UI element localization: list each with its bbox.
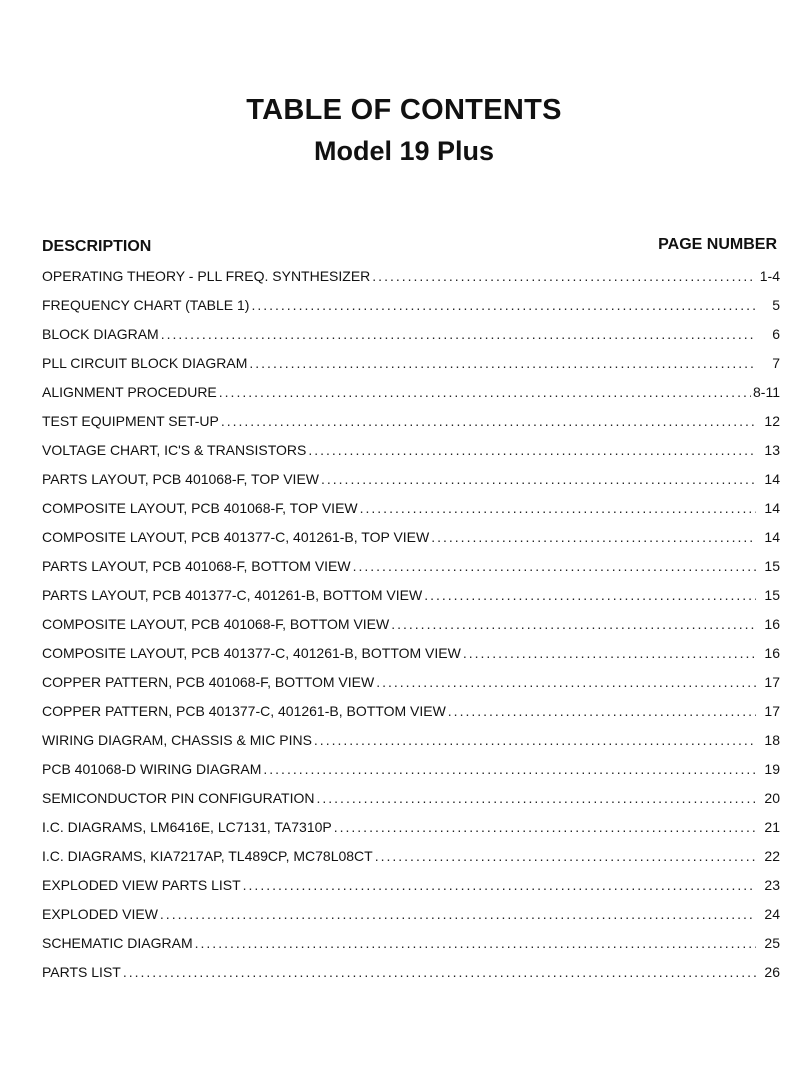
toc-entry-label: I.C. DIAGRAMS, LM6416E, LC7131, TA7310P	[42, 819, 332, 835]
toc-entry-page-number: 19	[764, 761, 780, 777]
toc-entry-label: COPPER PATTERN, PCB 401377-C, 401261-B, BOTTOM VIEW	[42, 703, 446, 719]
toc-entry	[42, 875, 780, 904]
toc-entry-page-number: 17	[764, 674, 780, 690]
description-column-heading: DESCRIPTION	[42, 238, 152, 255]
toc-entry-page-number: 13	[764, 442, 780, 458]
toc-entry-label: BLOCK DIAGRAM	[42, 326, 159, 342]
toc-entry-label: PARTS LAYOUT, PCB 401068-F, TOP VIEW	[42, 471, 319, 487]
toc-entry-label: PARTS LIST	[42, 964, 121, 980]
toc-entry-label: SEMICONDUCTOR PIN CONFIGURATION	[42, 790, 315, 806]
toc-entry	[42, 469, 780, 498]
toc-entry-label: COMPOSITE LAYOUT, PCB 401377-C, 401261-B, TOP VIEW	[42, 529, 430, 545]
dot-leader	[221, 411, 756, 431]
dot-leader	[314, 730, 756, 750]
toc-entry-page-number: 1-4	[759, 268, 780, 284]
dot-leader	[308, 440, 756, 460]
toc-entry	[42, 266, 780, 295]
toc-entry-label: EXPLODED VIEW PARTS LIST	[42, 877, 241, 893]
toc-entry-label: VOLTAGE CHART, IC'S & TRANSISTORS	[42, 442, 307, 458]
dot-leader	[249, 353, 756, 373]
toc-entry-page-number: 14	[764, 471, 780, 487]
dot-leader	[321, 469, 756, 489]
dot-leader	[219, 382, 751, 402]
toc-entry-label: COPPER PATTERN, PCB 401068-F, BOTTOM VIEW	[42, 674, 375, 690]
toc-entry	[42, 672, 780, 701]
dot-leader	[160, 904, 756, 924]
toc-entry-label: COMPOSITE LAYOUT, PCB 401377-C, 401261-B, BOTTOM VIEW	[42, 645, 461, 661]
toc-entry-label: PARTS LAYOUT, PCB 401068-F, BOTTOM VIEW	[42, 558, 351, 574]
toc-entry	[42, 904, 780, 933]
toc-entry-label: WIRING DIAGRAM, CHASSIS & MIC PINS	[42, 732, 312, 748]
dot-leader	[448, 701, 756, 721]
dot-leader	[123, 962, 756, 982]
toc-entry-page-number: 22	[764, 848, 780, 864]
toc-entry-page-number: 16	[764, 645, 780, 661]
toc-entry	[42, 759, 780, 788]
dot-leader	[376, 672, 756, 692]
toc-entry-page-number: 24	[764, 906, 780, 922]
dot-leader	[431, 527, 756, 547]
toc-entry	[42, 614, 780, 643]
toc-entry	[42, 411, 780, 440]
toc-entry-page-number: 23	[764, 877, 780, 893]
toc-entry-page-number: 18	[764, 732, 780, 748]
toc-entry	[42, 556, 780, 585]
dot-leader	[360, 498, 756, 518]
toc-entry-page-number: 26	[764, 964, 780, 980]
toc-entry	[42, 527, 780, 556]
toc-entry-label: EXPLODED VIEW	[42, 906, 158, 922]
dot-leader	[372, 266, 756, 286]
dot-leader	[353, 556, 756, 576]
toc-entry	[42, 643, 780, 672]
toc-entry	[42, 440, 780, 469]
dot-leader	[161, 324, 756, 344]
toc-entry	[42, 585, 780, 614]
toc-entry-label: COMPOSITE LAYOUT, PCB 401068-F, BOTTOM VIEW	[42, 616, 390, 632]
toc-entry-page-number: 12	[764, 413, 780, 429]
toc-entry-label: PCB 401068-D WIRING DIAGRAM	[42, 761, 262, 777]
toc-entry	[42, 498, 780, 527]
dot-leader	[334, 817, 756, 837]
toc-entry-label: PARTS LAYOUT, PCB 401377-C, 401261-B, BOTTOM VIEW	[42, 587, 423, 603]
toc-entry-page-number: 8-11	[753, 384, 780, 400]
toc-entry	[42, 788, 780, 817]
toc-entry-label: SCHEMATIC DIAGRAM	[42, 935, 193, 951]
toc-entry-label: I.C. DIAGRAMS, KIA7217AP, TL489CP, MC78L08CT	[42, 848, 373, 864]
dot-leader	[317, 788, 757, 808]
dot-leader	[424, 585, 756, 605]
toc-entry-label: ALIGNMENT PROCEDURE	[42, 384, 217, 400]
toc-entry	[42, 846, 780, 875]
toc-entry	[42, 382, 780, 411]
toc-entry-label: PLL CIRCUIT BLOCK DIAGRAM	[42, 355, 248, 371]
toc-entry-label: COMPOSITE LAYOUT, PCB 401068-F, TOP VIEW	[42, 500, 358, 516]
toc-entry-page-number: 15	[764, 558, 780, 574]
toc-entry-page-number: 5	[772, 297, 780, 313]
toc-entry	[42, 295, 780, 324]
toc-entry	[42, 324, 780, 353]
toc-entry-page-number: 6	[772, 326, 780, 342]
toc-entry-page-number: 15	[764, 587, 780, 603]
toc-entry	[42, 701, 780, 730]
toc-entry-page-number: 7	[772, 355, 780, 371]
toc-entry	[42, 933, 780, 962]
dot-leader	[463, 643, 756, 663]
page-title: TABLE OF CONTENTS	[246, 94, 562, 126]
toc-entry-page-number: 16	[764, 616, 780, 632]
toc-entry-page-number: 17	[764, 703, 780, 719]
toc-entry	[42, 962, 780, 991]
dot-leader	[195, 933, 756, 953]
toc-entry-label: TEST EQUIPMENT SET-UP	[42, 413, 219, 429]
dot-leader	[263, 759, 756, 779]
toc-list	[42, 266, 780, 991]
dot-leader	[243, 875, 756, 895]
toc-entry-label: FREQUENCY CHART (TABLE 1)	[42, 297, 250, 313]
toc-entry-page-number: 20	[764, 790, 780, 806]
toc-entry-page-number: 14	[764, 500, 780, 516]
toc-entry-page-number: 21	[764, 819, 780, 835]
toc-entry	[42, 730, 780, 759]
toc-entry	[42, 353, 780, 382]
toc-entry-page-number: 14	[764, 529, 780, 545]
page-number-column-heading: PAGE NUMBER	[658, 236, 777, 253]
dot-leader	[375, 846, 756, 866]
page-subtitle: Model 19 Plus	[313, 136, 495, 166]
toc-entry-page-number: 25	[764, 935, 780, 951]
dot-leader	[391, 614, 756, 634]
dot-leader	[251, 295, 756, 315]
toc-entry	[42, 817, 780, 846]
toc-entry-label: OPERATING THEORY - PLL FREQ. SYNTHESIZER	[42, 268, 371, 284]
